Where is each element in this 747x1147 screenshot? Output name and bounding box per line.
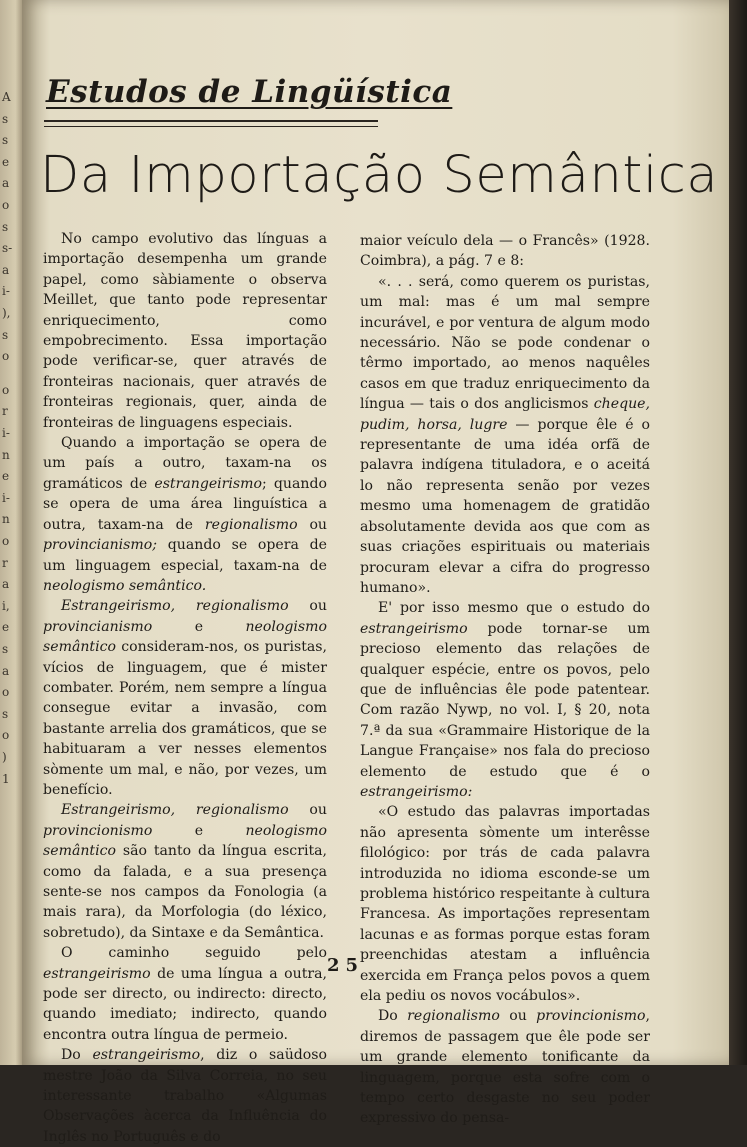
paragraph: No campo evolutivo das línguas a importação desempenha um grande papel, como sàbiamente o observa Meillet, que tanto pode representar enriquecimento, como empobrecimento. Essa importação pode verificar-se, quer através de fronteiras nacionais, quer através de fronteiras regionais, quer, ainda de fronteiras de linguagens especiais. bbox=[43, 231, 327, 431]
margin-fragment: o bbox=[2, 728, 10, 743]
margin-fragment: n bbox=[2, 447, 10, 462]
margin-fragment: a bbox=[2, 176, 10, 191]
margin-fragment: a bbox=[2, 262, 10, 277]
adjacent-page-edge bbox=[0, 0, 22, 1065]
margin-fragment: o bbox=[2, 534, 10, 548]
margin-fragment: r bbox=[2, 404, 8, 419]
article-title: Da Importação Semântica bbox=[40, 146, 719, 205]
book-edge bbox=[729, 0, 747, 1065]
margin-fragment: s bbox=[2, 111, 9, 126]
margin-fragment: s bbox=[2, 219, 9, 234]
paragraph: maior veículo dela — o Francês» (1928. Coimbra), a pág. 7 e 8: bbox=[360, 233, 650, 270]
document-page bbox=[22, 0, 729, 1145]
margin-fragment: A bbox=[2, 90, 11, 104]
right-column bbox=[360, 231, 650, 1129]
paragraph: «. . . será, como querem os puristas, um mal: mas é um mal sempre incurável, e por ventura de algum modo necessário. Não se pode condenar o têrmo importado, ao menos naquêles casos em que traduz enriquecimento da língua — tais o dos anglicismos cheque, pudim, horsa, lugre — porque êle é o representante de uma idéa orfã de palavra indígena tituladora, e o aceitá lo não representa senão por vezes mesmo uma homenagem de gratidão absolutamente devida aos que com as suas criações espirituais ou materiais procuram elevar a cifra do progresso humano». bbox=[360, 273, 650, 596]
margin-fragment: i- bbox=[2, 284, 10, 299]
paragraph: Do estrangeirismo, diz o saüdoso mestre João da Silva Correia, no seu interessante trabalho «Algumas Observações àcerca da Influência do Inglês no Português e do bbox=[43, 1047, 327, 1145]
margin-fragment: s bbox=[2, 642, 9, 656]
margin-fragment: i, bbox=[2, 598, 10, 613]
left-column bbox=[43, 229, 327, 1147]
margin-fragment: a bbox=[2, 577, 10, 592]
paragraph: Estrangeirismo, regionalismo ou provincionismo e neologismo semântico são tanto da língua escrita, como da falada, e a sua presença sente-se nos campos da Fonologia (a mais rara), da Morfologia (do léxico, sobretudo), da Sintaxe e da Semântica. bbox=[43, 802, 327, 941]
paragraph: Quando a importação se opera de um país a outro, taxam-na os gramáticos de estrangeirismo; quando se opera de uma área linguística a outra, taxam-na de regionalismo ou provincianismo; quando se opera de um linguagem especial, taxam-na de neologismo semântico. bbox=[43, 435, 328, 594]
paragraph: O caminho seguido pelo estrangeirismo de uma língua a outra, pode ser directo, ou indirecto: directo, quando imediato; indirecto, quando encontra outra língua de permeio. bbox=[43, 945, 327, 1043]
margin-fragment: s- bbox=[2, 241, 13, 256]
margin-fragment: a bbox=[2, 663, 10, 678]
page-number: 25 bbox=[327, 955, 365, 976]
margin-fragment: s bbox=[2, 327, 9, 342]
margin-fragment: o bbox=[2, 685, 10, 700]
margin-fragment: i- bbox=[2, 426, 10, 440]
margin-fragment: s bbox=[2, 706, 9, 721]
paragraph: «O estudo das palavras importadas não apresenta sòmente um interêsse filológico: por trás de cada palavra introduzida no idioma esconde-se um problema histórico respeitante à cultura Francesa. As importações representam lacunas e as formas porque estas foram preenchidas atestam a influência exercida em França pelos povos a quem ela pediu os novos vocábulos». bbox=[360, 804, 650, 1005]
margin-fragment: o bbox=[2, 349, 10, 364]
margin-fragment: o bbox=[2, 198, 10, 212]
section-heading: Estudos de Lingüística bbox=[46, 74, 453, 110]
paragraph: E' por isso mesmo que o estudo do estrangeirismo pode tornar-se um precioso elemento das relações de qualquer espécie, entre os povos, pelo que de influências êle pode patentear. Com razão Nywp, no vol. I, § 20, nota 7.ª da sua «Grammaire Historique de la Langue Française» nos fala do precioso elemento de estudo que é o estrangeirismo: bbox=[360, 600, 650, 800]
margin-fragment: e bbox=[2, 154, 10, 169]
margin-fragment: r bbox=[2, 555, 8, 570]
margin-fragment: i- bbox=[2, 490, 10, 505]
heading-rule-thin bbox=[44, 126, 378, 127]
margin-fragment: 1 bbox=[2, 771, 10, 786]
heading-rule bbox=[44, 120, 378, 122]
margin-fragment: ) bbox=[2, 750, 7, 764]
margin-fragment: s bbox=[2, 133, 9, 148]
margin-fragment: e bbox=[2, 620, 10, 635]
paragraph: Estrangeirismo, regionalismo ou provincianismo e neologismo semântico consideram-nos, os puristas, vícios de linguagem, que é mister combater. Porém, nem sempre a língua consegue evitar a invasão, com bastante arrelia dos gramáticos, que se habituaram a ver nesses elementos sòmente um mal, e não, por vezes, um benefício. bbox=[43, 598, 327, 798]
margin-fragment: e bbox=[2, 469, 10, 484]
paragraph: Do regionalismo ou provincionismo, diremos de passagem que êle pode ser um grande elemento tonificante da linguagem, porque esta sofre com o tempo certo desgaste no seu poder expressivo do pensa- bbox=[360, 1008, 650, 1127]
margin-fragment: ), bbox=[2, 306, 11, 320]
margin-fragment: o bbox=[2, 382, 10, 397]
margin-fragment: n bbox=[2, 512, 10, 527]
